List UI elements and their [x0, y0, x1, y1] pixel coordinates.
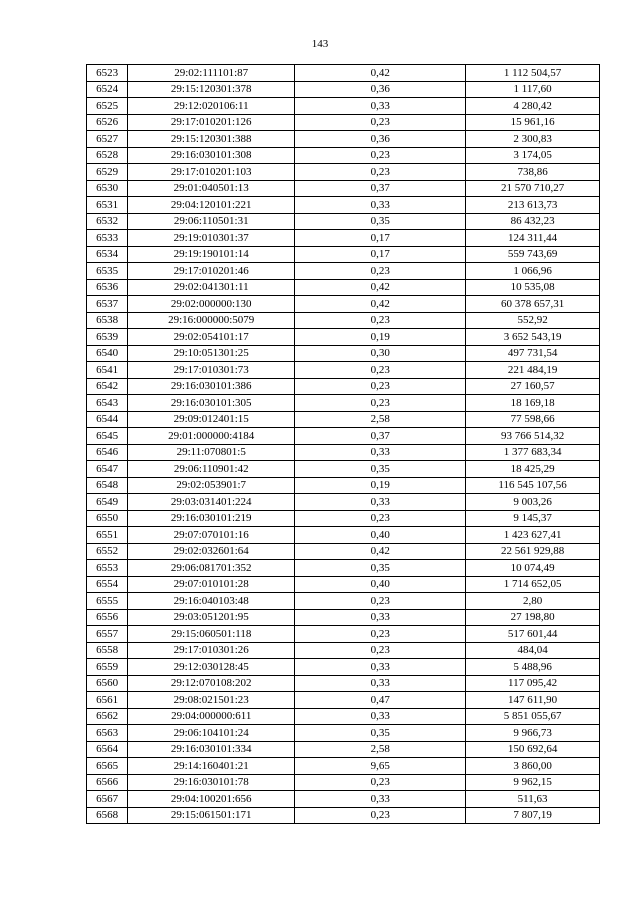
- table-row: [87, 246, 600, 263]
- rate-cell: 0,42: [295, 279, 466, 296]
- value-cell: 2,80: [466, 593, 600, 610]
- rate-cell: 0,33: [295, 444, 466, 461]
- cadastral-number-cell: 29:16:000000:5079: [128, 312, 295, 329]
- value-cell: 7 807,19: [466, 807, 600, 824]
- cadastral-number-cell: 29:04:120101:221: [128, 197, 295, 214]
- value-cell: 1 117,60: [466, 81, 600, 98]
- row-number-cell: 6526: [87, 114, 128, 131]
- rate-cell: 0,33: [295, 708, 466, 725]
- row-number-cell: 6532: [87, 213, 128, 230]
- row-number-cell: 6558: [87, 642, 128, 659]
- row-number-cell: 6561: [87, 692, 128, 709]
- table-row: [87, 428, 600, 445]
- row-number-cell: 6538: [87, 312, 128, 329]
- row-number-cell: 6535: [87, 263, 128, 280]
- cadastral-number-cell: 29:16:030101:305: [128, 395, 295, 412]
- table-row: [87, 444, 600, 461]
- row-number-cell: 6565: [87, 758, 128, 775]
- table-row: [87, 296, 600, 313]
- table-row: [87, 527, 600, 544]
- table-row: [87, 576, 600, 593]
- rate-cell: 0,30: [295, 345, 466, 362]
- table-row: [87, 560, 600, 577]
- value-cell: 221 484,19: [466, 362, 600, 379]
- table-row: [87, 345, 600, 362]
- rate-cell: 0,23: [295, 510, 466, 527]
- row-number-cell: 6556: [87, 609, 128, 626]
- table-row: [87, 114, 600, 131]
- row-number-cell: 6528: [87, 147, 128, 164]
- table-row: [87, 263, 600, 280]
- table-row: [87, 461, 600, 478]
- table-row: [87, 692, 600, 709]
- rate-cell: 2,58: [295, 741, 466, 758]
- rate-cell: 0,35: [295, 213, 466, 230]
- table-row: [87, 477, 600, 494]
- value-cell: 1 066,96: [466, 263, 600, 280]
- table-row: [87, 791, 600, 808]
- row-number-cell: 6555: [87, 593, 128, 610]
- cadastral-number-cell: 29:17:010201:103: [128, 164, 295, 181]
- row-number-cell: 6547: [87, 461, 128, 478]
- table-row: [87, 708, 600, 725]
- value-cell: 18 425,29: [466, 461, 600, 478]
- cadastral-number-cell: 29:17:010301:26: [128, 642, 295, 659]
- row-number-cell: 6523: [87, 65, 128, 82]
- value-cell: 3 174,05: [466, 147, 600, 164]
- table-row: [87, 510, 600, 527]
- row-number-cell: 6566: [87, 774, 128, 791]
- value-cell: 27 160,57: [466, 378, 600, 395]
- rate-cell: 0,37: [295, 428, 466, 445]
- row-number-cell: 6544: [87, 411, 128, 428]
- row-number-cell: 6552: [87, 543, 128, 560]
- cadastral-number-cell: 29:12:070108:202: [128, 675, 295, 692]
- table-row: [87, 131, 600, 148]
- rate-cell: 0,33: [295, 98, 466, 115]
- cadastral-number-cell: 29:15:061501:171: [128, 807, 295, 824]
- cadastral-number-cell: 29:06:104101:24: [128, 725, 295, 742]
- value-cell: 60 378 657,31: [466, 296, 600, 313]
- row-number-cell: 6568: [87, 807, 128, 824]
- row-number-cell: 6542: [87, 378, 128, 395]
- table-row: [87, 180, 600, 197]
- table-row: [87, 98, 600, 115]
- value-cell: 559 743,69: [466, 246, 600, 263]
- cadastral-number-cell: 29:06:110501:31: [128, 213, 295, 230]
- rate-cell: 0,33: [295, 659, 466, 676]
- rate-cell: 0,37: [295, 180, 466, 197]
- row-number-cell: 6545: [87, 428, 128, 445]
- cadastral-number-cell: 29:16:030101:334: [128, 741, 295, 758]
- table-row: [87, 609, 600, 626]
- value-cell: 117 095,42: [466, 675, 600, 692]
- table-row: [87, 279, 600, 296]
- rate-cell: 0,33: [295, 675, 466, 692]
- value-cell: 1 714 652,05: [466, 576, 600, 593]
- value-cell: 3 652 543,19: [466, 329, 600, 346]
- value-cell: 9 003,26: [466, 494, 600, 511]
- row-number-cell: 6551: [87, 527, 128, 544]
- value-cell: 511,63: [466, 791, 600, 808]
- row-number-cell: 6548: [87, 477, 128, 494]
- table-row: [87, 642, 600, 659]
- cadastral-number-cell: 29:09:012401:15: [128, 411, 295, 428]
- table-row: [87, 65, 600, 82]
- cadastral-number-cell: 29:19:010301:37: [128, 230, 295, 247]
- row-number-cell: 6563: [87, 725, 128, 742]
- rate-cell: 0,23: [295, 642, 466, 659]
- value-cell: 484,04: [466, 642, 600, 659]
- cadastral-number-cell: 29:12:030128:45: [128, 659, 295, 676]
- value-cell: 147 611,90: [466, 692, 600, 709]
- rate-cell: 0,42: [295, 296, 466, 313]
- table-row: [87, 164, 600, 181]
- row-number-cell: 6524: [87, 81, 128, 98]
- table-row: [87, 593, 600, 610]
- table-row: [87, 659, 600, 676]
- rate-cell: 0,23: [295, 593, 466, 610]
- value-cell: 21 570 710,27: [466, 180, 600, 197]
- rate-cell: 0,23: [295, 362, 466, 379]
- value-cell: 10 074,49: [466, 560, 600, 577]
- cadastral-number-cell: 29:16:030101:219: [128, 510, 295, 527]
- table-row: [87, 197, 600, 214]
- value-cell: 9 145,37: [466, 510, 600, 527]
- row-number-cell: 6540: [87, 345, 128, 362]
- cadastral-number-cell: 29:11:070801:5: [128, 444, 295, 461]
- rate-cell: 0,33: [295, 609, 466, 626]
- cadastral-number-cell: 29:01:000000:4184: [128, 428, 295, 445]
- value-cell: 10 535,08: [466, 279, 600, 296]
- rate-cell: 0,35: [295, 461, 466, 478]
- table-row: [87, 378, 600, 395]
- row-number-cell: 6567: [87, 791, 128, 808]
- page-number: 143: [311, 38, 329, 50]
- table-row: [87, 494, 600, 511]
- table-row: [87, 362, 600, 379]
- rate-cell: 0,36: [295, 81, 466, 98]
- table-row: [87, 675, 600, 692]
- value-cell: 5 488,96: [466, 659, 600, 676]
- cadastral-number-cell: 29:02:041301:11: [128, 279, 295, 296]
- rate-cell: 9,65: [295, 758, 466, 775]
- rate-cell: 0,17: [295, 246, 466, 263]
- row-number-cell: 6559: [87, 659, 128, 676]
- cadastral-number-cell: 29:14:160401:21: [128, 758, 295, 775]
- cadastral-number-cell: 29:07:010101:28: [128, 576, 295, 593]
- cadastral-number-cell: 29:02:000000:130: [128, 296, 295, 313]
- row-number-cell: 6550: [87, 510, 128, 527]
- rate-cell: 0,23: [295, 807, 466, 824]
- value-cell: 77 598,66: [466, 411, 600, 428]
- row-number-cell: 6564: [87, 741, 128, 758]
- cadastral-number-cell: 29:16:030101:308: [128, 147, 295, 164]
- table-row: [87, 81, 600, 98]
- rate-cell: 2,58: [295, 411, 466, 428]
- value-cell: 124 311,44: [466, 230, 600, 247]
- rate-cell: 0,23: [295, 395, 466, 412]
- value-cell: 116 545 107,56: [466, 477, 600, 494]
- row-number-cell: 6533: [87, 230, 128, 247]
- rate-cell: 0,40: [295, 527, 466, 544]
- value-cell: 3 860,00: [466, 758, 600, 775]
- rate-cell: 0,40: [295, 576, 466, 593]
- value-cell: 517 601,44: [466, 626, 600, 643]
- rate-cell: 0,19: [295, 477, 466, 494]
- row-number-cell: 6530: [87, 180, 128, 197]
- table-row: [87, 147, 600, 164]
- table-row: [87, 543, 600, 560]
- rate-cell: 0,19: [295, 329, 466, 346]
- cadastral-number-cell: 29:17:010301:73: [128, 362, 295, 379]
- value-cell: 552,92: [466, 312, 600, 329]
- table-row: [87, 741, 600, 758]
- row-number-cell: 6546: [87, 444, 128, 461]
- table-row: [87, 758, 600, 775]
- value-cell: 15 961,16: [466, 114, 600, 131]
- cadastral-number-cell: 29:10:051301:25: [128, 345, 295, 362]
- value-cell: 2 300,83: [466, 131, 600, 148]
- row-number-cell: 6562: [87, 708, 128, 725]
- row-number-cell: 6539: [87, 329, 128, 346]
- table-row: [87, 626, 600, 643]
- row-number-cell: 6553: [87, 560, 128, 577]
- row-number-cell: 6537: [87, 296, 128, 313]
- rate-cell: 0,33: [295, 494, 466, 511]
- rate-cell: 0,47: [295, 692, 466, 709]
- rate-cell: 0,23: [295, 312, 466, 329]
- rate-cell: 0,23: [295, 263, 466, 280]
- value-cell: 5 851 055,67: [466, 708, 600, 725]
- row-number-cell: 6543: [87, 395, 128, 412]
- cadastral-number-cell: 29:15:120301:388: [128, 131, 295, 148]
- cadastral-number-cell: 29:17:010201:46: [128, 263, 295, 280]
- cadastral-number-cell: 29:07:070101:16: [128, 527, 295, 544]
- cadastral-value-table: [86, 64, 600, 824]
- value-cell: 18 169,18: [466, 395, 600, 412]
- table-row: [87, 230, 600, 247]
- row-number-cell: 6557: [87, 626, 128, 643]
- cadastral-number-cell: 29:08:021501:23: [128, 692, 295, 709]
- rate-cell: 0,42: [295, 543, 466, 560]
- rate-cell: 0,23: [295, 164, 466, 181]
- value-cell: 1 112 504,57: [466, 65, 600, 82]
- row-number-cell: 6531: [87, 197, 128, 214]
- rate-cell: 0,36: [295, 131, 466, 148]
- rate-cell: 0,23: [295, 626, 466, 643]
- value-cell: 150 692,64: [466, 741, 600, 758]
- cadastral-number-cell: 29:15:120301:378: [128, 81, 295, 98]
- row-number-cell: 6525: [87, 98, 128, 115]
- cadastral-number-cell: 29:16:040103:48: [128, 593, 295, 610]
- cadastral-number-cell: 29:19:190101:14: [128, 246, 295, 263]
- row-number-cell: 6527: [87, 131, 128, 148]
- table-row: [87, 213, 600, 230]
- value-cell: 497 731,54: [466, 345, 600, 362]
- table-row: [87, 312, 600, 329]
- value-cell: 27 198,80: [466, 609, 600, 626]
- value-cell: 9 962,15: [466, 774, 600, 791]
- table-row: [87, 395, 600, 412]
- value-cell: 1 423 627,41: [466, 527, 600, 544]
- rate-cell: 0,33: [295, 791, 466, 808]
- rate-cell: 0,42: [295, 65, 466, 82]
- table-row: [87, 411, 600, 428]
- row-number-cell: 6534: [87, 246, 128, 263]
- rate-cell: 0,23: [295, 147, 466, 164]
- value-cell: 93 766 514,32: [466, 428, 600, 445]
- cadastral-number-cell: 29:01:040501:13: [128, 180, 295, 197]
- cadastral-number-cell: 29:04:000000:611: [128, 708, 295, 725]
- row-number-cell: 6541: [87, 362, 128, 379]
- value-cell: 86 432,23: [466, 213, 600, 230]
- cadastral-number-cell: 29:02:111101:87: [128, 65, 295, 82]
- table-row: [87, 774, 600, 791]
- cadastral-number-cell: 29:03:051201:95: [128, 609, 295, 626]
- value-cell: 738,86: [466, 164, 600, 181]
- table-row: [87, 725, 600, 742]
- rate-cell: 0,23: [295, 114, 466, 131]
- cadastral-number-cell: 29:06:110901:42: [128, 461, 295, 478]
- row-number-cell: 6536: [87, 279, 128, 296]
- cadastral-number-cell: 29:02:032601:64: [128, 543, 295, 560]
- value-cell: 9 966,73: [466, 725, 600, 742]
- rate-cell: 0,17: [295, 230, 466, 247]
- cadastral-number-cell: 29:02:053901:7: [128, 477, 295, 494]
- cadastral-number-cell: 29:16:030101:78: [128, 774, 295, 791]
- table-body: [87, 65, 600, 824]
- cadastral-number-cell: 29:06:081701:352: [128, 560, 295, 577]
- table-row: [87, 329, 600, 346]
- cadastral-number-cell: 29:04:100201:656: [128, 791, 295, 808]
- row-number-cell: 6529: [87, 164, 128, 181]
- cadastral-number-cell: 29:12:020106:11: [128, 98, 295, 115]
- cadastral-number-cell: 29:16:030101:386: [128, 378, 295, 395]
- rate-cell: 0,35: [295, 560, 466, 577]
- rate-cell: 0,23: [295, 378, 466, 395]
- cadastral-number-cell: 29:15:060501:118: [128, 626, 295, 643]
- cadastral-number-cell: 29:17:010201:126: [128, 114, 295, 131]
- cadastral-number-cell: 29:03:031401:224: [128, 494, 295, 511]
- cadastral-number-cell: 29:02:054101:17: [128, 329, 295, 346]
- table-row: [87, 807, 600, 824]
- value-cell: 213 613,73: [466, 197, 600, 214]
- value-cell: 22 561 929,88: [466, 543, 600, 560]
- row-number-cell: 6560: [87, 675, 128, 692]
- value-cell: 1 377 683,34: [466, 444, 600, 461]
- value-cell: 4 280,42: [466, 98, 600, 115]
- rate-cell: 0,23: [295, 774, 466, 791]
- rate-cell: 0,35: [295, 725, 466, 742]
- row-number-cell: 6549: [87, 494, 128, 511]
- rate-cell: 0,33: [295, 197, 466, 214]
- row-number-cell: 6554: [87, 576, 128, 593]
